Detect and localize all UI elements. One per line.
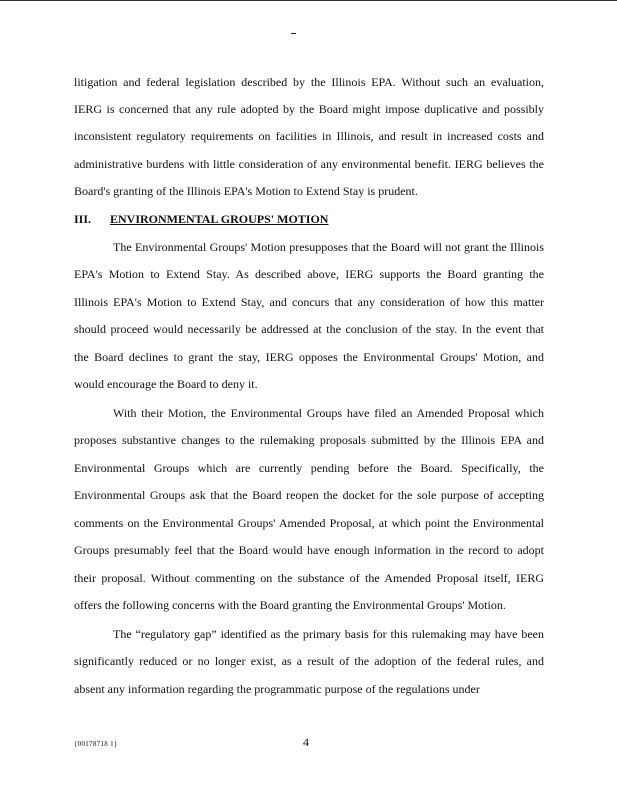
- paragraph-line: With their Motion, the Environmental Groups have filed an Amended Proposal which: [113, 406, 544, 420]
- section-heading: [74, 212, 328, 226]
- section-title: ENVIRONMENTAL GROUPS' MOTION: [110, 212, 329, 226]
- paragraph-line: proposes substantive changes to the rulemaking proposals submitted by the Illinois EPA and: [74, 433, 544, 447]
- paragraph-line: comments on the Environmental Groups' Amended Proposal, at which point the Environmental: [74, 516, 544, 530]
- paragraph-line: should proceed would necessarily be addressed at the conclusion of the stay. In the event that: [74, 322, 544, 336]
- paragraph-line: administrative burdens with little consideration of any environmental benefit. IERG believes the: [74, 157, 544, 171]
- paragraph-line: Board's granting of the Illinois EPA's Motion to Extend Stay is prudent.: [74, 184, 418, 198]
- paragraph-line: Groups presumably feel that the Board would have enough information in the record to adopt: [74, 543, 544, 557]
- paragraph-line: The Environmental Groups' Motion presupposes that the Board will not grant the Illinois: [113, 240, 544, 254]
- paragraph-line: significantly reduced or no longer exist, as a result of the adoption of the federal rules, and: [74, 654, 544, 668]
- paragraph-line: inconsistent regulatory requirements on facilities in Illinois, and result in increased costs and: [74, 129, 544, 143]
- section-number: III.: [74, 212, 92, 226]
- paragraph-line: The “regulatory gap” identified as the primary basis for this rulemaking may have been: [113, 627, 544, 641]
- top-rule: [0, 0, 617, 1]
- paragraph-line: Environmental Groups which are currently pending before the Board. Specifically, the: [74, 461, 544, 475]
- page-number: 4: [303, 735, 309, 749]
- top-mark: [291, 33, 296, 34]
- paragraph-line: litigation and federal legislation described by the Illinois EPA. Without such an evaluation,: [74, 75, 544, 89]
- paragraph-line: the Board declines to grant the stay, IERG opposes the Environmental Groups' Motion, and: [74, 350, 544, 364]
- paragraph-line: Illinois EPA's Motion to Extend Stay, and concurs that any consideration of how this matter: [74, 295, 544, 309]
- paragraph-line: would encourage the Board to deny it.: [74, 377, 258, 391]
- paragraph-line: Environmental Groups ask that the Board reopen the docket for the sole purpose of accepting: [74, 488, 544, 502]
- paragraph-line: offers the following concerns with the Board granting the Environmental Groups' Motion.: [74, 598, 506, 612]
- document-id: {00178718 1}: [74, 740, 118, 748]
- paragraph-line: absent any information regarding the programmatic purpose of the regulations under: [74, 682, 480, 696]
- paragraph-line: IERG is concerned that any rule adopted by the Board might impose duplicative and possibly: [74, 102, 544, 116]
- paragraph-line: EPA's Motion to Extend Stay. As described above, IERG supports the Board granting the: [74, 267, 544, 281]
- paragraph-line: their proposal. Without commenting on the substance of the Amended Proposal itself, IERG: [74, 571, 544, 585]
